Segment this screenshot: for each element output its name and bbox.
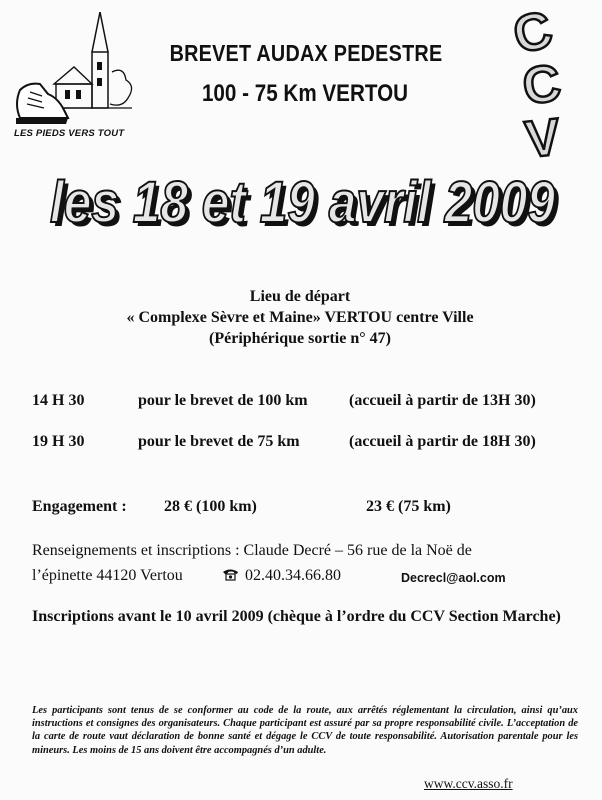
contact-email[interactable]: Decrecl@aol.com (401, 571, 506, 585)
ccv-brand-mark (505, 5, 595, 160)
schedule-welcome: (accueil à partir de 13H 30) (349, 392, 536, 409)
departure-label: Lieu de départ (249, 288, 351, 305)
contact-line1: Renseignements et inscriptions : Claude Decré – 56 rue de la Noë de (32, 542, 472, 559)
contact-address: l’épinette 44120 Vertou (32, 567, 183, 584)
schedule-label: pour le brevet de 75 km (138, 433, 300, 450)
departure-access: (Périphérique sortie n° 47) (209, 330, 391, 347)
schedule-time: 14 H 30 (32, 392, 85, 409)
schedule-welcome: (accueil à partir de 18H 30) (349, 433, 536, 450)
engagement-label: Engagement : (32, 498, 127, 515)
inscriptions-deadline: Inscriptions avant le 10 avril 2009 (chèque à l’ordre du CCV Section Marche) (32, 608, 561, 625)
disclaimer-text: Les participants sont tenus de se conformer au code de la route, aux arrêtés réglementant la circulation, ainsi qu’aux instructions et consignes des organisateurs. Chaque participant est assuré par sa propre responsabilité civile. L’acceptation de la carte de route vaut déclaration de bonne santé et dégage le CCV de toute responsabilité. Autorisation parentale pour les mineurs. Les moins de 15 ans doivent être accompagnés d’un adulte. (32, 705, 578, 756)
departure-place: « Complexe Sèvre et Maine» VERTOU centre Ville (126, 309, 474, 326)
ccv-letter-3: V (522, 108, 563, 160)
engagement-price-100: 28 € (100 km) (164, 498, 257, 515)
event-date (40, 160, 570, 238)
club-logo (12, 12, 137, 142)
contact-phone-group (222, 563, 341, 588)
telephone-icon (222, 568, 239, 581)
contact-line2-row (32, 563, 572, 588)
boot-church-icon (12, 12, 137, 132)
engagement-price-75: 23 € (75 km) (366, 498, 451, 515)
ccv-letter-2: C (519, 53, 565, 117)
event-date-shadow: les 18 et 19 avril 2009 (54, 174, 559, 238)
departure-block (40, 286, 560, 349)
page-subtitle: 100 - 75 Km VERTOU (201, 80, 409, 107)
ccv-letter-1: C (507, 5, 559, 66)
event-date-text: les 18 et 19 avril 2009 (50, 170, 555, 235)
logo-caption: LES PIEDS VERS TOUT (14, 128, 125, 139)
schedule-time: 19 H 30 (32, 433, 85, 450)
schedule-label: pour le brevet de 100 km (138, 392, 308, 409)
contact-phone: 02.40.34.66.80 (245, 567, 341, 584)
contact-block (32, 538, 572, 588)
website-link[interactable]: www.ccv.asso.fr (424, 776, 513, 791)
page-title: BREVET AUDAX PEDESTRE (169, 40, 443, 66)
